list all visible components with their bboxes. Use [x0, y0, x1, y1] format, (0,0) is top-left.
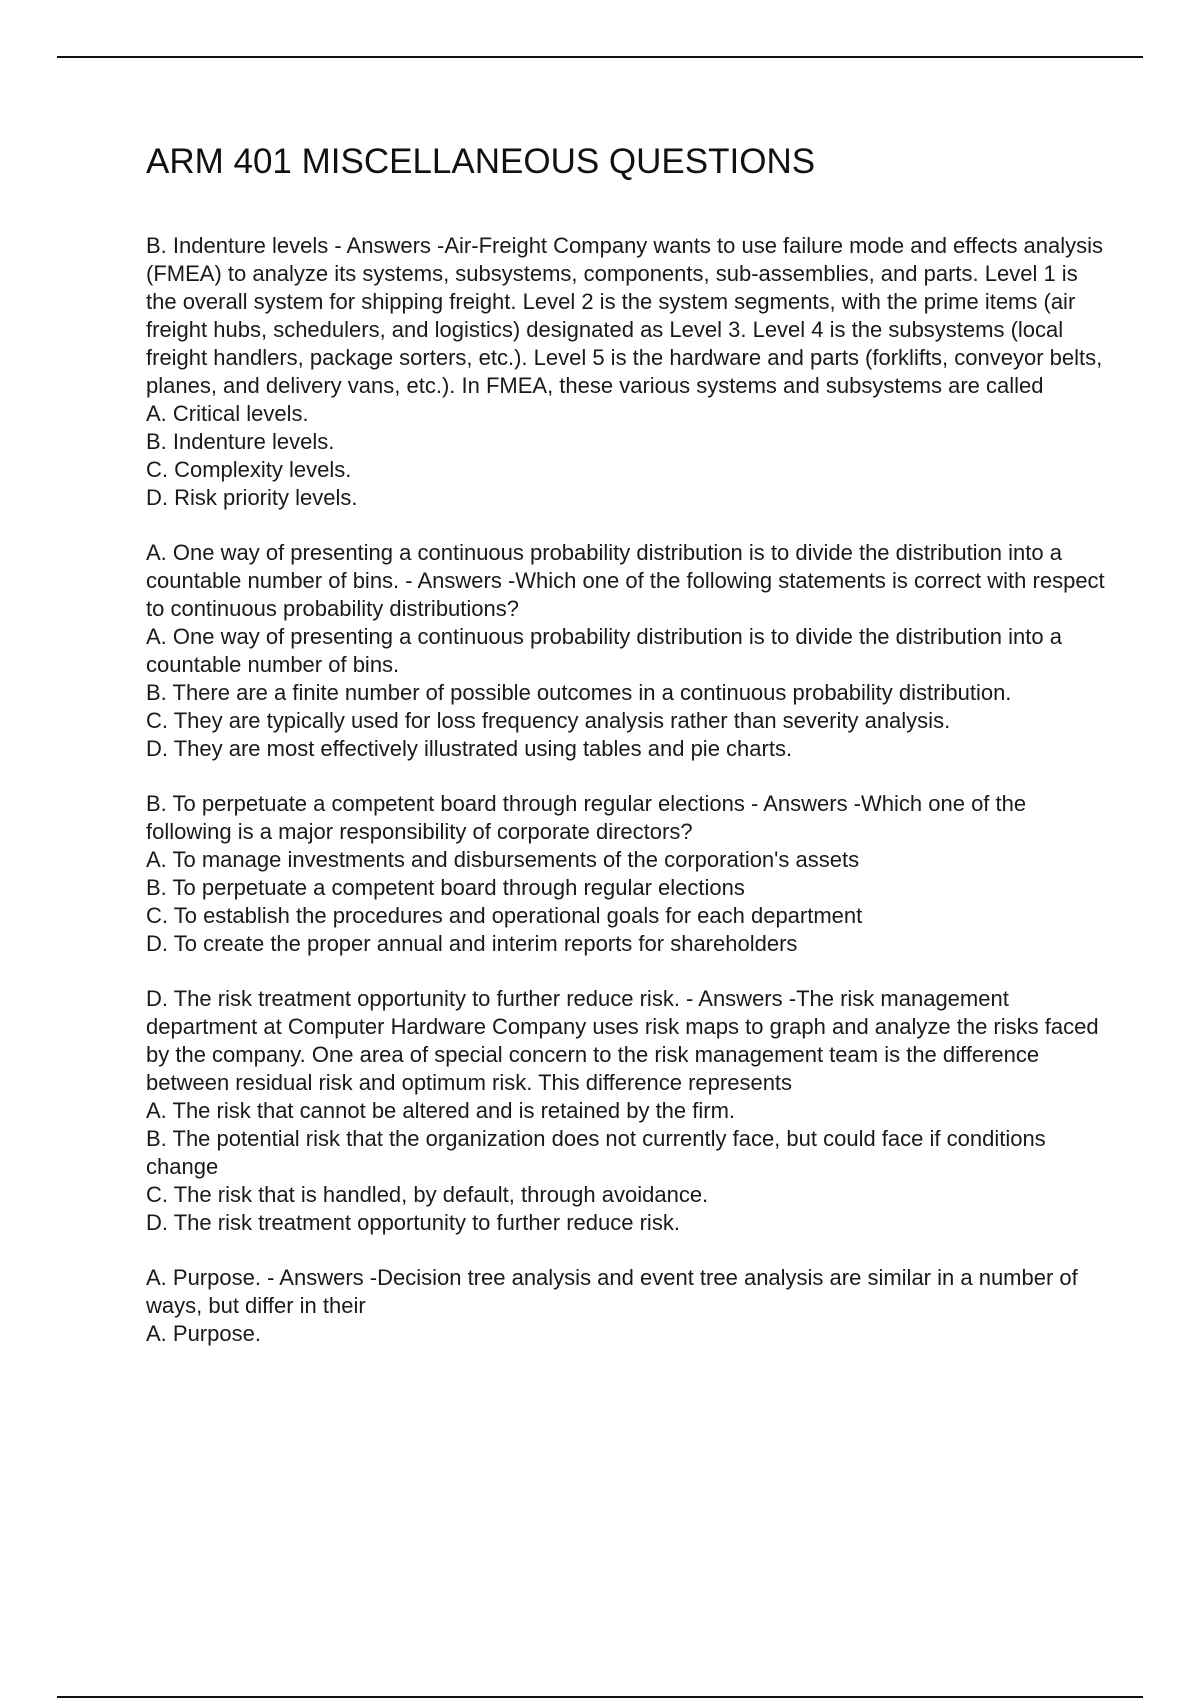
question-block: [146, 1264, 1106, 1348]
answer-option: C. To establish the procedures and operational goals for each department: [146, 903, 863, 928]
question-block: [146, 790, 1106, 958]
answer-option: C. Complexity levels.: [146, 457, 352, 482]
answer-option: D. They are most effectively illustrated using tables and pie charts.: [146, 736, 793, 761]
top-rule: [57, 56, 1143, 58]
answer-option: B. Indenture levels.: [146, 429, 335, 454]
answer-option: B. The potential risk that the organization does not currently face, but could face if conditions change: [146, 1126, 1046, 1179]
answer-option: D. To create the proper annual and interim reports for shareholders: [146, 931, 798, 956]
answer-option: C. They are typically used for loss frequency analysis rather than severity analysis.: [146, 708, 951, 733]
document-title: ARM 401 MISCELLANEOUS QUESTIONS: [146, 142, 816, 181]
answer-options: [146, 1320, 1106, 1348]
answer-options: [146, 400, 1106, 512]
bottom-rule: [57, 1696, 1143, 1698]
answer-option: B. There are a finite number of possible outcomes in a continuous probability distribution.: [146, 680, 1012, 705]
question-stem: A. One way of presenting a continuous probability distribution is to divide the distribution into a countable number of bins. - Answers -Which one of the following statements is correct with respect to continuous probability distributions?: [146, 540, 1105, 621]
answer-option: A. The risk that cannot be altered and is retained by the firm.: [146, 1098, 736, 1123]
answer-options: [146, 623, 1106, 763]
question-stem: A. Purpose. - Answers -Decision tree analysis and event tree analysis are similar in a number of ways, but differ in their: [146, 1265, 1078, 1318]
question-block: [146, 232, 1106, 512]
answer-option: A. Critical levels.: [146, 401, 309, 426]
answer-option: B. To perpetuate a competent board through regular elections: [146, 875, 745, 900]
answer-option: A. To manage investments and disbursements of the corporation's assets: [146, 847, 860, 872]
answer-option: D. The risk treatment opportunity to further reduce risk.: [146, 1210, 680, 1235]
question-stem: B. Indenture levels - Answers -Air-Freight Company wants to use failure mode and effects analysis (FMEA) to analyze its systems, subsystems, components, sub-assemblies, and parts. Level 1 is the overall system for shipping freight. Level 2 is the system segments, with the prime items (air freight hubs, schedulers, and logistics) designated as Level 3. Level 4 is the subsystems (local freight handlers, package sorters, etc.). Level 5 is the hardware and parts (forklifts, conveyor belts, planes, and delivery vans, etc.). In FMEA, these various systems and subsystems are called: [146, 233, 1104, 398]
question-stem: B. To perpetuate a competent board through regular elections - Answers -Which one of the following is a major responsibility of corporate directors?: [146, 791, 1027, 844]
question-block: [146, 539, 1106, 763]
document-body: [146, 140, 1106, 1375]
answer-option: C. The risk that is handled, by default, through avoidance.: [146, 1182, 709, 1207]
question-block: [146, 985, 1106, 1237]
answer-option: A. Purpose.: [146, 1321, 261, 1346]
answer-option: A. One way of presenting a continuous probability distribution is to divide the distribution into a countable number of bins.: [146, 624, 1062, 677]
answer-option: D. Risk priority levels.: [146, 485, 358, 510]
question-stem: D. The risk treatment opportunity to further reduce risk. - Answers -The risk management department at Computer Hardware Company uses risk maps to graph and analyze the risks faced by the company. One area of special concern to the risk management team is the difference between residual risk and optimum risk. This difference represents: [146, 986, 1099, 1095]
answer-options: [146, 846, 1106, 958]
answer-options: [146, 1097, 1106, 1237]
